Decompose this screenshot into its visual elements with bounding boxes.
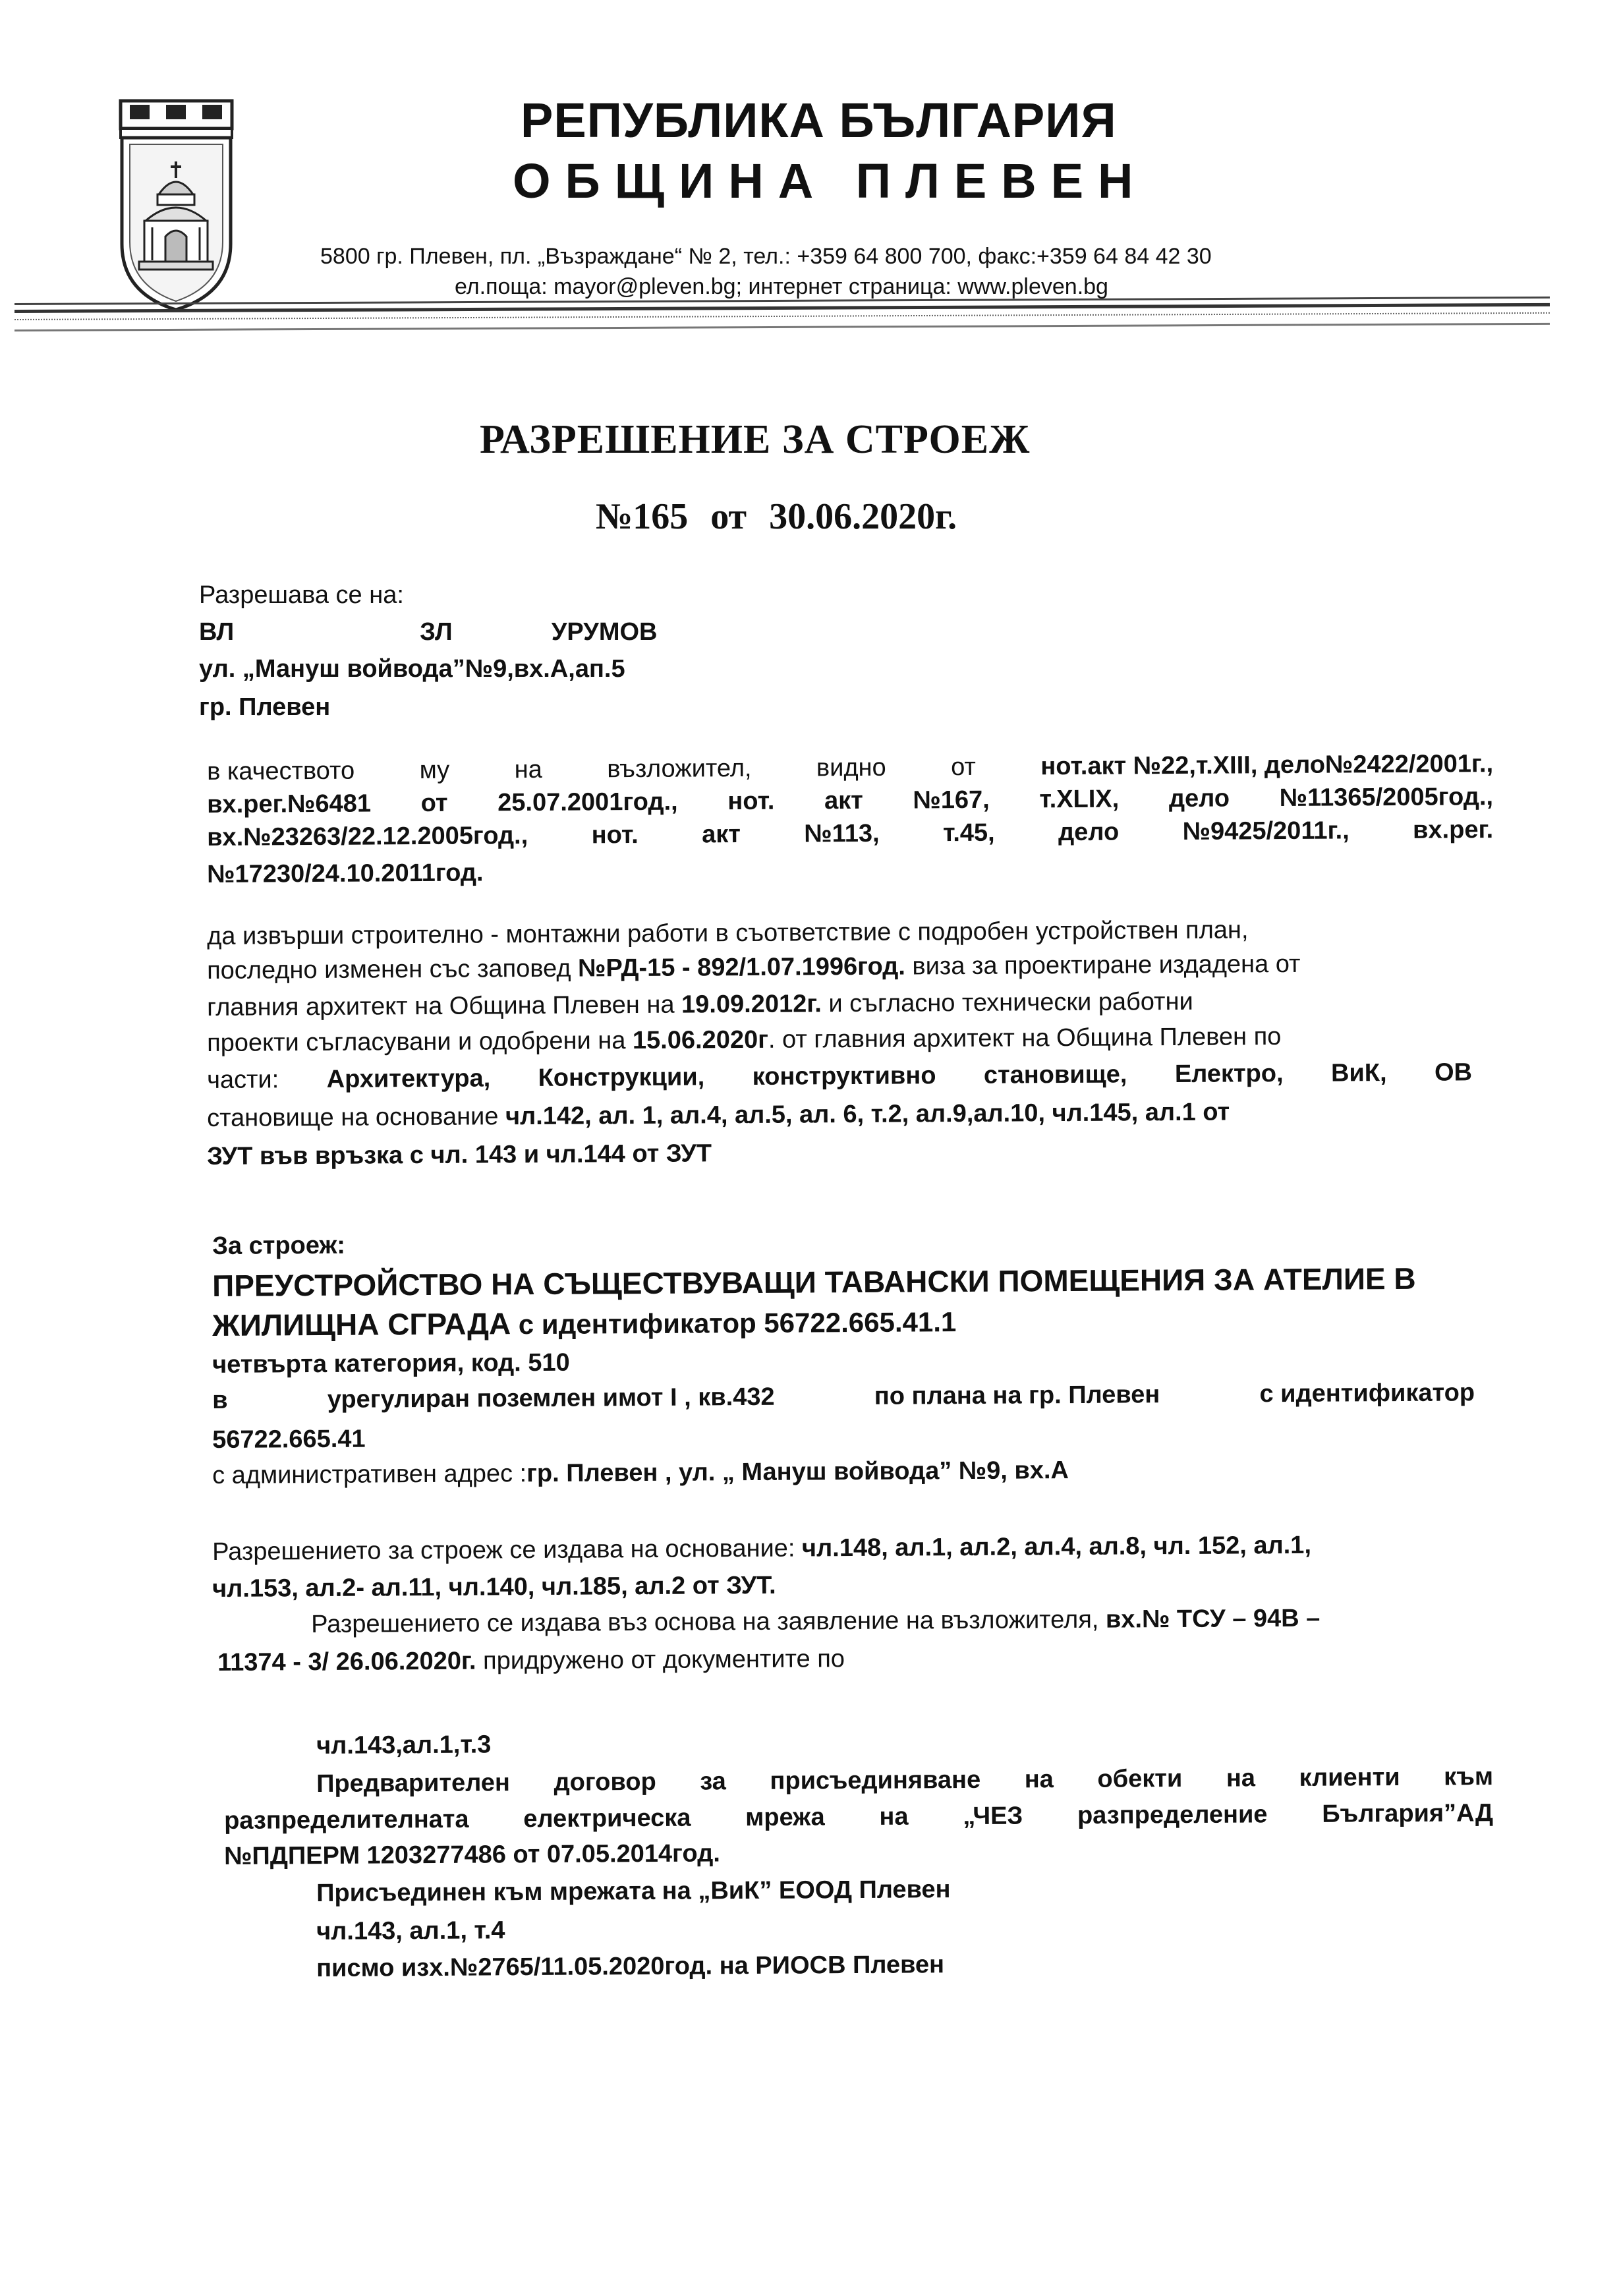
works-part: Електро, (1174, 1060, 1284, 1089)
basis-line (217, 1645, 845, 1677)
plot-word: урегулиран поземлен имот I , кв.432 (327, 1383, 775, 1414)
plot-word: по плана на гр. Плевен (874, 1381, 1160, 1410)
contract-word: разпределение (1077, 1800, 1268, 1830)
basis-text: Разрешението за строеж се издава на основание: (212, 1534, 803, 1566)
header-address: 5800 гр. Плевен, пл. „Възраждане“ № 2, тел.: +359 64 800 700, факс:+359 64 84 42 30 (320, 244, 1212, 269)
works-part: Конструкции, (538, 1063, 705, 1092)
capacity-line (207, 750, 1493, 786)
capacity-word: му (419, 756, 450, 785)
basis-line (311, 1605, 1320, 1639)
capacity-word: №11365/2005год., (1279, 783, 1494, 813)
works-line (207, 950, 1301, 985)
works-part: ВиК, (1330, 1059, 1387, 1087)
capacity-word: вх.рег.№6481 (207, 789, 372, 818)
capacity-word: нот.акт №22,т.XIII, дело№2422/2001г., (1040, 750, 1494, 781)
header-municipality: ОБЩИНА ПЛЕВЕН (513, 154, 1148, 208)
works-text: главния архитект на Община Плевен на (207, 990, 682, 1021)
capacity-word: от (420, 789, 448, 818)
recipient-name-part: ЗЛ (420, 618, 453, 646)
capacity-word: 25.07.2001год., (497, 788, 678, 817)
works-text: становище на основание (207, 1103, 506, 1132)
basis-articles: чл.148, ал.1, ал.2, ал.4, ал.8, чл. 152, ал.1, (801, 1531, 1312, 1563)
capacity-line (207, 816, 1493, 852)
contract-word: обекти (1097, 1764, 1183, 1793)
works-line (207, 988, 1193, 1022)
basis-reg: вх.№ ТСУ – 94В – (1105, 1604, 1321, 1634)
construction-plot-id: 56722.665.41 (212, 1425, 366, 1454)
works-order: №РД-15 - 892/1.07.1996год. (577, 952, 906, 983)
capacity-word: на (514, 755, 542, 784)
works-part: ОВ (1434, 1058, 1473, 1087)
works-line: да извърши строително - монтажни работи в съответствие с подробен устройствен план, (207, 916, 1249, 950)
construction-category: четвърта категория, код. 510 (212, 1348, 570, 1379)
contract-word: договор (554, 1767, 656, 1796)
recipient-name-part: ВЛ (199, 618, 235, 646)
basis-reg: 11374 - 3/ 26.06.2020г. (217, 1647, 476, 1677)
construction-plot (212, 1379, 1475, 1415)
contract-word: на (879, 1802, 909, 1831)
construction-title (212, 1303, 956, 1343)
works-part: Архитектура, (326, 1064, 491, 1093)
basis-text: придружено от документите по (476, 1645, 845, 1675)
contract-word: Предварителен (316, 1769, 511, 1798)
capacity-word: акт (824, 786, 863, 815)
contract-word: на (1024, 1765, 1054, 1794)
capacity-word: акт (702, 820, 741, 849)
works-text: последно изменен със заповед (207, 954, 579, 985)
basis-line: чл.153, ал.2- ал.11, чл.140, чл.185, ал.2 от ЗУТ. (212, 1571, 776, 1603)
capacity-word: №9425/2011г., (1182, 817, 1349, 846)
capacity-word: от (951, 753, 977, 782)
construction-label: За строеж: (212, 1231, 346, 1260)
works-date: 19.09.2012г. (681, 990, 822, 1019)
header-divider (14, 323, 1550, 331)
capacity-word: видно (816, 753, 886, 782)
capacity-word: нот. (727, 787, 775, 816)
contract-word: клиенти (1299, 1763, 1400, 1792)
works-text: и съгласно технически работни (821, 987, 1193, 1018)
works-basis: чл.142, ал. 1, ал.4, ал.5, ал. 6, т.2, ал.9,ал.10, чл.145, ал.1 от (505, 1098, 1230, 1131)
documents-ref: чл.143, ал.1, т.4 (316, 1916, 505, 1945)
document-from: от (710, 496, 747, 537)
contract-word: България”АД (1322, 1799, 1494, 1828)
recipient-intro: Разрешава се на: (199, 581, 404, 609)
capacity-word: нот. (591, 821, 639, 849)
document-title: РАЗРЕШЕНИЕ ЗА СТРОЕЖ (480, 417, 1031, 462)
construction-title: ПРЕУСТРОЙСТВО НА СЪЩЕСТВУВАЩИ ТАВАНСКИ ПОМЕЩЕНИЯ ЗА АТЕЛИЕ В (212, 1261, 1416, 1303)
plot-word: с идентификатор (1259, 1379, 1475, 1408)
documents-letter: писмо изх.№2765/11.05.2020год. на РИОСВ Плевен (316, 1951, 945, 1982)
document-number-line (596, 496, 957, 538)
capacity-word: №113, (804, 819, 880, 848)
header-divider (14, 303, 1550, 313)
contract-word: към (1444, 1763, 1494, 1791)
works-line (207, 1099, 1230, 1133)
recipient-city: гр. Плевен (199, 693, 331, 721)
works-part: конструктивно (752, 1062, 936, 1091)
contract-word: разпределителната (224, 1805, 469, 1835)
contract-word: присъединяване (770, 1765, 981, 1795)
works-line (207, 1023, 1281, 1058)
works-line (207, 1058, 1472, 1095)
works-line: ЗУТ във връзка с чл. 143 и чл.144 от ЗУТ (207, 1139, 712, 1170)
basis-text: Разрешението се издава въз основа на заявление на възложителя, (311, 1605, 1106, 1638)
construction-identifier: с идентификатор 56722.665.41.1 (510, 1306, 957, 1340)
basis-line (212, 1532, 1311, 1566)
contract-word: за (700, 1767, 726, 1796)
document-number: №165 (596, 496, 689, 537)
documents-ref: чл.143,ал.1,т.3 (316, 1731, 492, 1760)
header-country: РЕПУБЛИКА БЪЛГАРИЯ (521, 93, 1117, 148)
works-text: проекти съгласувани и одобрени на (207, 1027, 633, 1057)
works-text: виза за проектиране издадена от (905, 950, 1301, 981)
contract-word: мрежа (745, 1803, 825, 1832)
capacity-line: №17230/24.10.2011год. (207, 859, 484, 888)
construction-address (212, 1456, 1069, 1490)
recipient-name (199, 618, 657, 646)
recipient-street: ул. „Мануш войвода”№9,вх.А,ап.5 (199, 655, 625, 683)
document-date: 30.06.2020г. (769, 496, 957, 537)
contract-word: „ЧЕЗ (963, 1802, 1023, 1831)
plot-word: в (212, 1386, 228, 1414)
capacity-word: дело (1168, 784, 1230, 813)
works-date: 15.06.2020г (632, 1025, 769, 1055)
documents-contract (316, 1763, 1493, 1798)
header-divider (14, 312, 1550, 320)
works-part: становище, (983, 1060, 1127, 1089)
construction-address-label: с административен адрес : (212, 1460, 527, 1489)
capacity-line (207, 783, 1493, 819)
capacity-word: №167, (913, 786, 990, 815)
capacity-word: дело (1058, 818, 1120, 847)
documents-contract: №ПДПЕРМ 1203277486 от 07.05.2014год. (224, 1839, 720, 1870)
pleven-coat-of-arms-icon (115, 96, 237, 313)
works-text: . от главния архитект на Община Плевен по (768, 1023, 1282, 1054)
capacity-word: възложител, (607, 754, 752, 784)
capacity-word: вх.№23263/22.12.2005год., (207, 822, 528, 851)
capacity-word: т.XLIX, (1039, 785, 1120, 814)
capacity-word: в качеството (207, 757, 355, 786)
documents-water: Присъединен към мрежата на „ВиК” ЕООД Плевен (316, 1876, 951, 1907)
works-part: части: (207, 1066, 279, 1094)
construction-address-value: гр. Плевен , ул. „ Мануш войвода” №9, вх.А (526, 1456, 1069, 1488)
documents-contract (224, 1799, 1493, 1835)
capacity-word: вх.рег. (1412, 816, 1494, 844)
contract-word: на (1226, 1764, 1256, 1793)
capacity-word: т.45, (942, 818, 995, 847)
construction-title-text: ЖИЛИЩНА СГРАДА (212, 1306, 511, 1342)
recipient-name-part: УРУМОВ (551, 618, 658, 646)
header-contact: ел.поща: mayor@pleven.bg; интернет страница: www.pleven.bg (455, 274, 1108, 299)
contract-word: електрическа (523, 1804, 691, 1833)
